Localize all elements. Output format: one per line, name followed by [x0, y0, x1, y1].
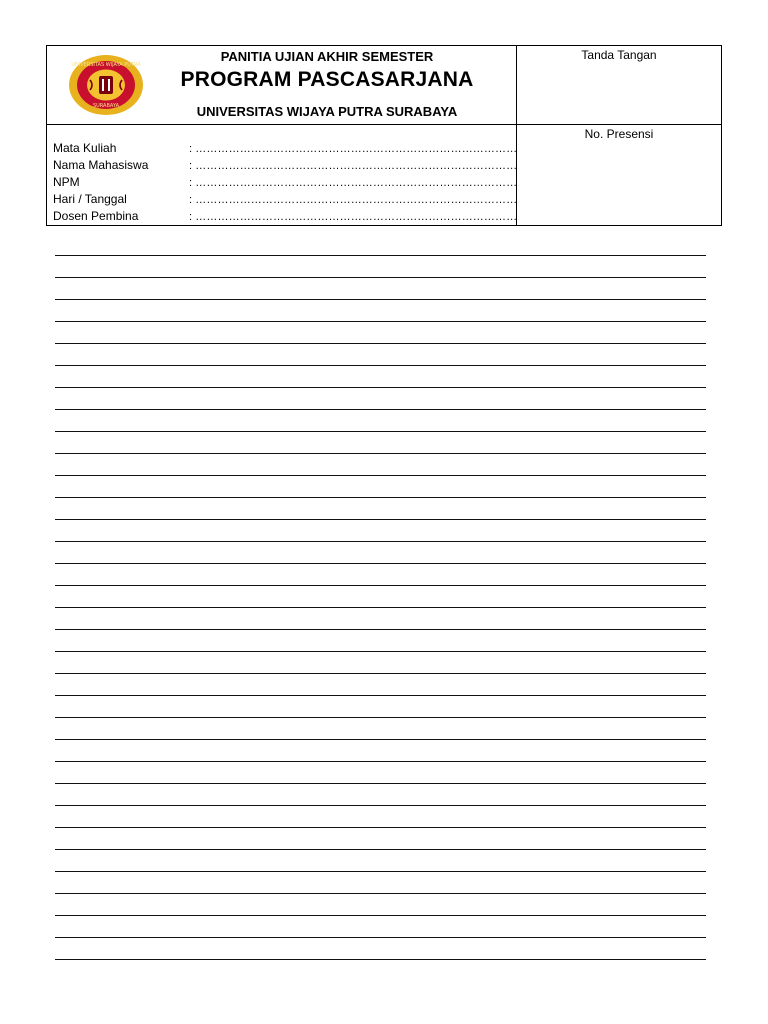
student-name-field[interactable]: : …………………………………………………………………………… — [189, 160, 518, 172]
answer-line — [55, 255, 706, 256]
answer-line — [55, 299, 706, 300]
lecturer-field[interactable]: : …………………………………………………………………………… — [189, 211, 518, 223]
npm-label: NPM — [53, 175, 80, 189]
answer-line — [55, 959, 706, 960]
answer-line — [55, 915, 706, 916]
university-name: UNIVERSITAS WIJAYA PUTRA SURABAYA — [196, 104, 458, 119]
info-row-npm — [53, 174, 517, 191]
npm-field[interactable]: : …………………………………………………………………………… — [189, 177, 518, 189]
answer-line — [55, 761, 706, 762]
answer-line — [55, 871, 706, 872]
logo-bottom-text: SURABAYA — [92, 103, 120, 109]
answer-line — [55, 893, 706, 894]
info-row-lecturer — [53, 208, 517, 225]
answer-line — [55, 475, 706, 476]
signature-label: Tanda Tangan — [581, 48, 657, 62]
answer-line — [55, 541, 706, 542]
answer-line — [55, 497, 706, 498]
answer-line — [55, 805, 706, 806]
answer-line — [55, 717, 706, 718]
student-name-label: Nama Mahasiswa — [53, 158, 149, 172]
course-label: Mata Kuliah — [53, 141, 117, 155]
info-row-course — [53, 140, 517, 157]
student-info-cell — [47, 125, 517, 225]
answer-line — [55, 519, 706, 520]
answer-line — [55, 937, 706, 938]
program-title: PROGRAM PASCASARJANA — [180, 68, 474, 91]
answer-line — [55, 453, 706, 454]
committee-title: PANITIA UJIAN AKHIR SEMESTER — [220, 49, 434, 64]
answer-line — [55, 629, 706, 630]
answer-line — [55, 739, 706, 740]
answer-line — [55, 827, 706, 828]
title-cell — [47, 46, 517, 125]
answer-line — [55, 607, 706, 608]
answer-line — [55, 277, 706, 278]
answer-line — [55, 695, 706, 696]
answer-line — [55, 321, 706, 322]
info-row-date — [53, 191, 517, 208]
answer-line — [55, 365, 706, 366]
answer-line — [55, 409, 706, 410]
university-seal-icon — [68, 54, 144, 116]
date-label: Hari / Tanggal — [53, 192, 127, 206]
answer-line — [55, 783, 706, 784]
exam-header-table — [46, 45, 722, 226]
date-field[interactable]: : …………………………………………………………………………… — [189, 194, 518, 206]
logo-ring-text: UNIVERSITAS WIJAYA PUTRA — [71, 62, 141, 68]
presence-number-label: No. Presensi — [584, 127, 654, 141]
answer-line — [55, 585, 706, 586]
course-field[interactable]: : …………………………………………………………………………… — [189, 143, 518, 155]
answer-line — [55, 849, 706, 850]
answer-line — [55, 563, 706, 564]
signature-box[interactable] — [517, 46, 721, 125]
answer-line — [55, 387, 706, 388]
presence-number-box[interactable] — [517, 125, 721, 225]
lecturer-label: Dosen Pembina — [53, 209, 139, 223]
answer-line — [55, 673, 706, 674]
answer-line — [55, 343, 706, 344]
answer-line — [55, 651, 706, 652]
answer-line — [55, 431, 706, 432]
info-row-student-name — [53, 157, 517, 174]
